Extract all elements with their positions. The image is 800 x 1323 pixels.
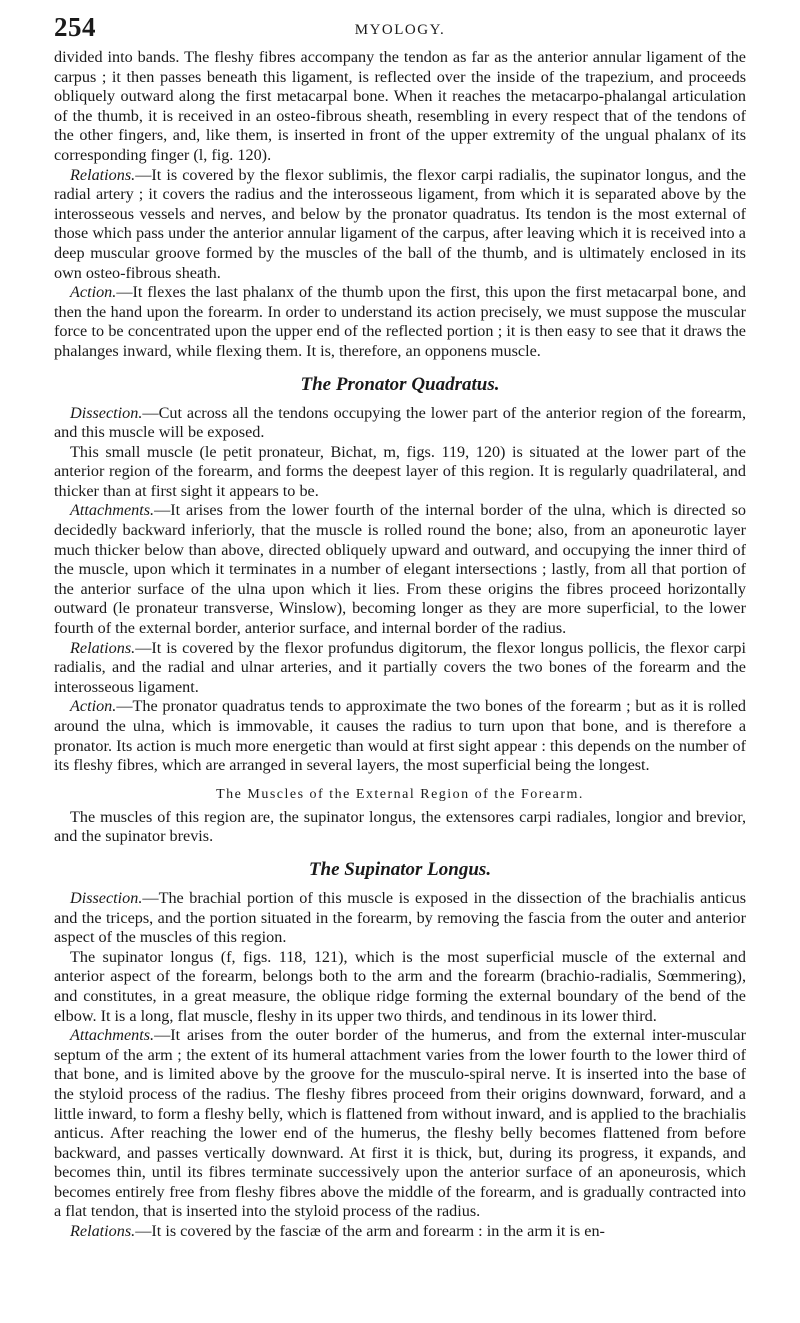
paragraph-lead: Relations. (70, 638, 136, 657)
paragraph (54, 1026, 746, 1222)
paragraph: This small muscle (le petit pronateur, Bichat, m, figs. 119, 120) is situated at the lower part of the anterior region of the forearm, and forms the deepest layer of this region. It is regularly quadrilateral, and thicker than at first sight it appears to be. (54, 442, 746, 500)
paragraph (54, 639, 746, 698)
paragraph (54, 283, 746, 361)
paragraph-text: —The brachial portion of this muscle is exposed in the dissection of the brachialis anticus and the triceps, and the portion situated in the forearm, by removing the fascia from the outer and anterior aspect of the muscles of this region. (54, 888, 746, 947)
section-heading: The Pronator Quadratus. (300, 373, 500, 395)
running-title: MYOLOGY. (354, 22, 446, 38)
paragraph (54, 889, 746, 948)
paragraph-lead: Action. (70, 697, 117, 716)
paragraph-text: —The pronator quadratus tends to approximate the two bones of the forearm ; but as it is rolled around the ulna, which is immovable, it causes the radius to turn upon that bone, and is therefore a pronator. Its action is much more energetic than would at first sight appear : this depends on the number of its fleshy fibres, which are arranged in several layers, the most superficial being the longest. (54, 697, 746, 775)
paragraph-text: —It is covered by the fasciæ of the arm and forearm : in the arm it is en- (135, 1222, 605, 1241)
paragraph (54, 404, 746, 443)
paragraph: divided into bands. The fleshy fibres accompany the tendon as far as the anterior annular ligament of the carpus ; it then passes beneath this ligament, is reflected over the inside of the trapezium, and proceeds obliquely outward along the first metacarpal bone. When it reaches the metacarpo-phalangal articulation of the thumb, it is received in an osteo-fibrous sheath, resembling in every respect that of the tendons of the other fingers, and, like them, is inserted in front of the upper extremity of the ungual phalanx of its corresponding finger (l, fig. 120). (54, 48, 746, 164)
paragraph (54, 166, 746, 284)
section-heading-caps: The Muscles of the External Region of the Forearm. (216, 786, 584, 802)
paragraph-lead: Dissection. (70, 888, 143, 907)
paragraph-lead: Action. (70, 283, 117, 302)
paragraph-lead: Relations. (70, 165, 136, 184)
paragraph-text: —It flexes the last phalanx of the thumb upon the first, this upon the first metacarpal bone, and then the hand upon the forearm. In order to understand its action precisely, we must suppose the muscular force to be concentrated upon the upper end of the reflected portion ; it is then easy to see that it draws the phalanges inward, while flexing them. It is, therefore, an opponens muscle. (54, 283, 746, 360)
running-head (54, 10, 746, 48)
paragraph-lead: Attachments. (70, 501, 155, 520)
paragraph-lead: Attachments. (70, 1026, 155, 1045)
paragraph: The supinator longus (f, figs. 118, 121), which is the most superficial muscle of the external and anterior aspect of the forearm, belongs both to the arm and the forearm (brachio-radialis, Sœmmering), and constitutes, in a great measure, the oblique ridge forming the external boundary of the bend of the elbow. It is a long, flat muscle, fleshy in its upper two thirds, and tendinous in its lower third. (54, 947, 746, 1025)
paragraph-lead: Dissection. (70, 403, 143, 422)
paragraph: The muscles of this region are, the supinator longus, the extensores carpi radiales, longior and brevior, and the supinator brevis. (54, 807, 746, 846)
page-number: 254 (54, 12, 96, 42)
paragraph-text: —It is covered by the flexor sublimis, the flexor carpi radialis, the supinator longus, and the radial artery ; it covers the radius and the interosseous ligament, from which it is separated above by the interosseous vessels and nerves, and below by the pronator quadratus. Its tendon is the most external of those which pass under the anterior annular ligament of the carpus, after leaving which it is received into a deep muscular groove formed by the muscles of the ball of the thumb, and is ultimately enclosed in its own osteo-fibrous sheath. (54, 165, 746, 282)
paragraph-text: —It arises from the outer border of the humerus, and from the external inter-muscular septum of the arm ; the extent of its humeral attachment varies from the lower fourth to the lower third of that bone, and is limited above by the groove for the musculo-spiral nerve. It is inserted into the base of the styloid process of the radius. The fleshy fibres proceed from their origins downward, forward, and a little inward, to form a fleshy belly, which is flattened from without inward, and is applied to the brachialis anticus. After reaching the lower end of the humerus, the fleshy belly becomes flattened from before backward, and passes vertically downward. At first it is thick, but, during its progress, it expands, and becomes thin, until its fibres terminate successively upon the anterior surface of an aponeurosis, which becomes entirely free from fleshy fibres above the middle of the forearm, and is gradually contracted into a flat tendon, that is inserted into the styloid process of the radius. (54, 1026, 746, 1221)
paragraph (54, 1222, 746, 1242)
paragraph (54, 697, 746, 775)
paragraph-text: —It arises from the lower fourth of the internal border of the ulna, which is directed so decidedly backward inferiorly, that the muscle is rolled round the bone; also, from an aponeurotic layer much thicker below than above, directed obliquely upward and outward, and occupying the inner third of the muscle, upon which it terminates in a number of elegant intersections ; lastly, from all that portion of the anterior surface of the ulna upon which it lies. From these origins the fibres proceed horizontally outward (le pronateur transverse, Winslow), becoming longer as they are more superficial, to the lower fourth of the external border, anterior surface, and internal border of the radius. (54, 501, 746, 638)
paragraph-lead: Relations. (70, 1222, 136, 1241)
body-text (54, 48, 746, 1242)
paragraph-text: —Cut across all the tendons occupying the lower part of the anterior region of the forearm, and this muscle will be exposed. (54, 403, 746, 442)
paragraph (54, 501, 746, 638)
section-heading: The Supinator Longus. (308, 858, 492, 880)
paragraph-text: —It is covered by the flexor profundus digitorum, the flexor longus pollicis, the flexor carpi radialis, and the radial and ulnar arteries, and it partially covers the two bones of the forearm and the interosseous ligament. (54, 638, 746, 696)
